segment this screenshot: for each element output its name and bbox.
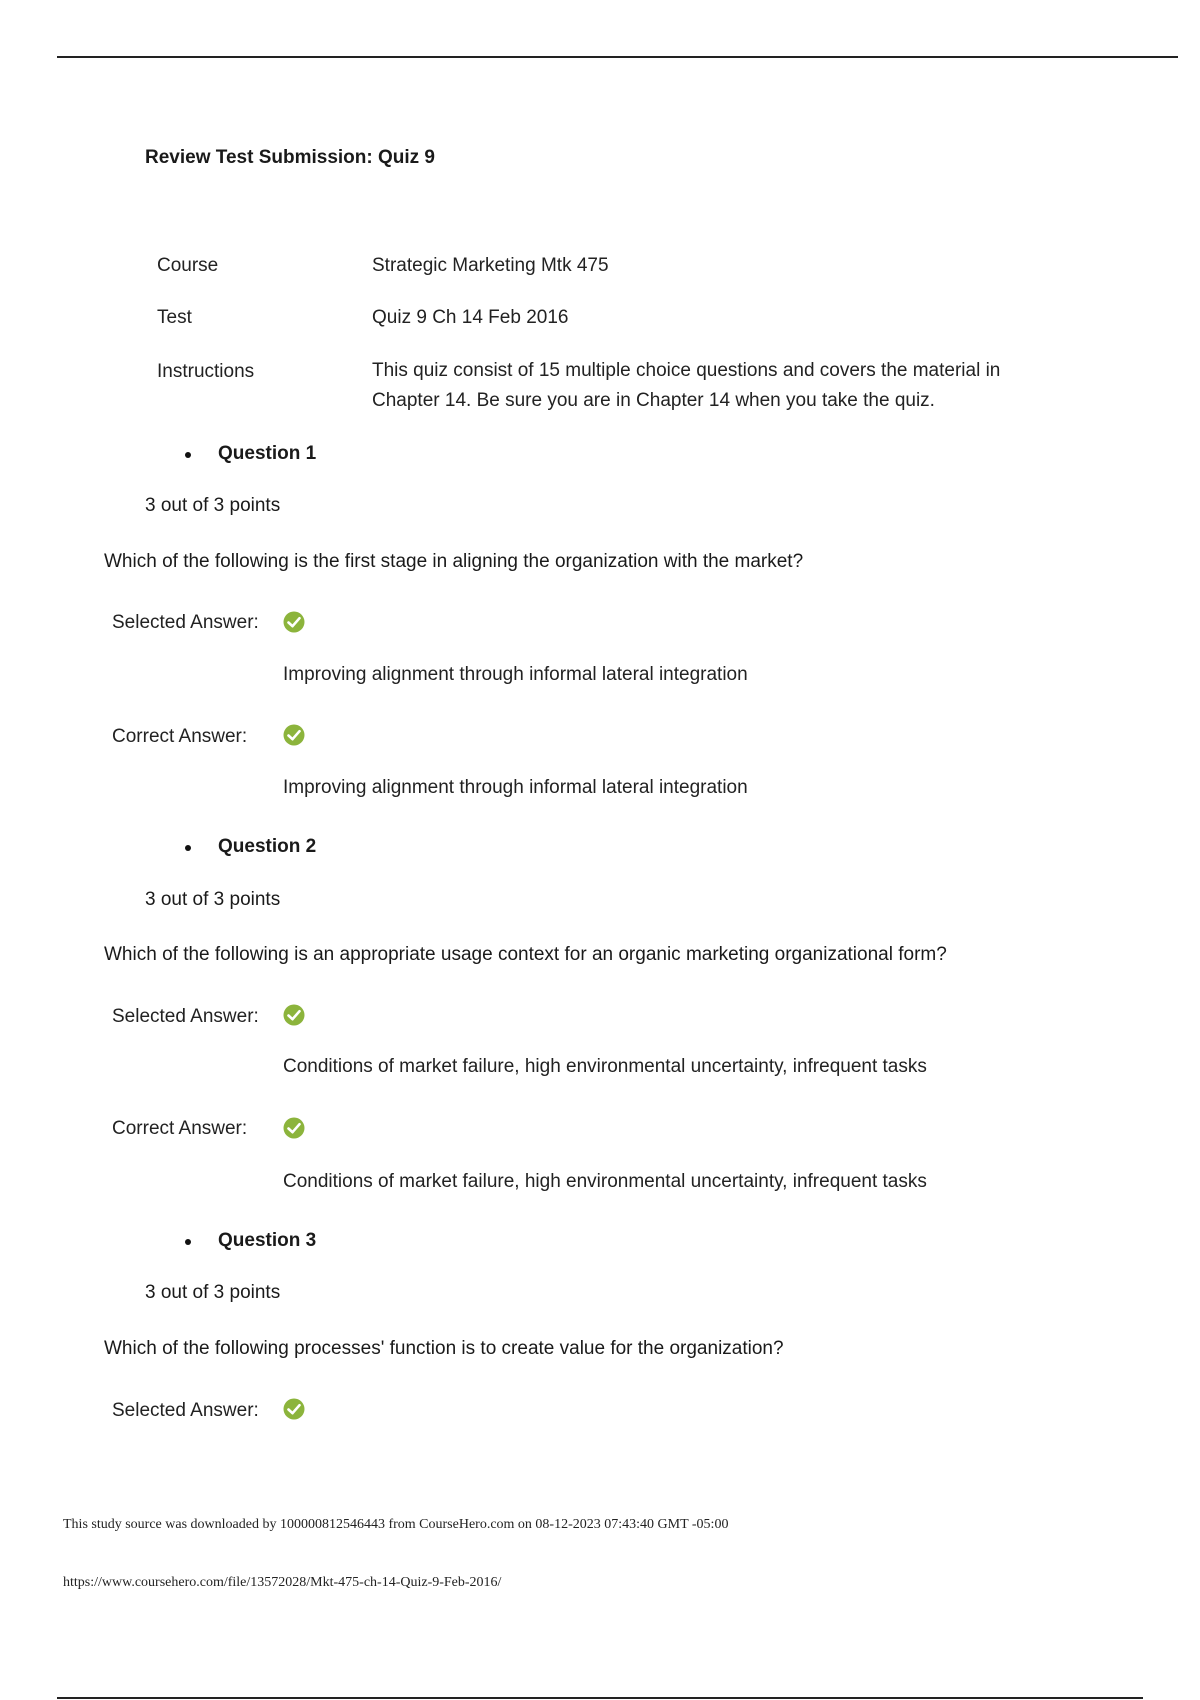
question-2-selected-answer: Conditions of market failure, high environmental uncertainty, infrequent tasks xyxy=(283,1056,927,1077)
question-2-points: 3 out of 3 points xyxy=(145,889,281,910)
bottom-rule xyxy=(57,1697,1143,1699)
check-circle-icon xyxy=(283,611,305,633)
question-1-correct-answer: Improving alignment through informal lateral integration xyxy=(283,777,748,798)
question-3-selected-label: Selected Answer: xyxy=(112,1400,259,1421)
footer-url-link[interactable]: https://www.coursehero.com/file/13572028/Mkt-475-ch-14-Quiz-9-Feb-2016/ xyxy=(63,1575,502,1590)
check-circle-icon xyxy=(283,1117,305,1139)
question-2-correct-answer: Conditions of market failure, high environmental uncertainty, infrequent tasks xyxy=(283,1171,927,1192)
question-1-selected-answer: Improving alignment through informal lateral integration xyxy=(283,664,748,685)
question-1-heading: Question 1 xyxy=(218,443,317,464)
footer-source-line: This study source was downloaded by 100000812546443 from CourseHero.com on 08-12-2023 07:43:40 GMT -05:00 xyxy=(63,1517,729,1532)
top-rule xyxy=(57,56,1178,58)
test-label: Test xyxy=(157,307,192,328)
question-3-heading: Question 3 xyxy=(218,1230,317,1251)
question-2-selected-label: Selected Answer: xyxy=(112,1006,259,1027)
test-value: Quiz 9 Ch 14 Feb 2016 xyxy=(372,307,569,328)
page-title: Review Test Submission: Quiz 9 xyxy=(145,147,435,168)
question-1-text: Which of the following is the first stage in aligning the organization with the market? xyxy=(104,551,804,572)
instructions-label: Instructions xyxy=(157,361,255,382)
question-3-text: Which of the following processes' function is to create value for the organization? xyxy=(104,1338,784,1359)
question-2-correct-label: Correct Answer: xyxy=(112,1118,248,1139)
course-label: Course xyxy=(157,255,219,276)
question-1-correct-label: Correct Answer: xyxy=(112,726,248,747)
instructions-value: This quiz consist of 15 multiple choice questions and covers the material in Chapter 14. Be sure you are in Chapter 14 when you take the quiz. xyxy=(372,360,1001,411)
check-circle-icon xyxy=(283,1398,305,1420)
question-2-text: Which of the following is an appropriate usage context for an organic marketing organizational form? xyxy=(104,944,947,965)
course-value: Strategic Marketing Mtk 475 xyxy=(372,255,609,276)
question-2-heading: Question 2 xyxy=(218,836,317,857)
question-1-points: 3 out of 3 points xyxy=(145,495,281,516)
question-1-selected-label: Selected Answer: xyxy=(112,612,259,633)
check-circle-icon xyxy=(283,724,305,746)
question-3-points: 3 out of 3 points xyxy=(145,1282,281,1303)
check-circle-icon xyxy=(283,1004,305,1026)
